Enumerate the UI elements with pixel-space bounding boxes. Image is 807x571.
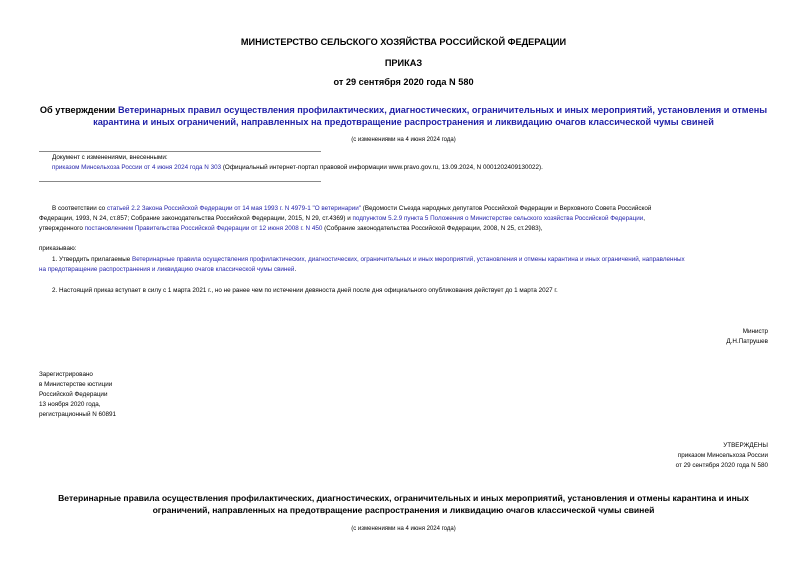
preamble-text-2: (Ведомости Съезда народных депутатов Российской Федерации и Верховного Совета Российской <box>361 205 652 212</box>
rules-title <box>0 492 807 516</box>
document-title <box>0 104 807 128</box>
title-link-line2[interactable]: карантина и иных ограничений, направленных на предотвращение распространения и ликвидацию очагов классической чумы свиней <box>93 117 714 127</box>
approved-block <box>676 441 768 471</box>
signature-position: Министр <box>742 328 768 335</box>
preamble-link-decree[interactable]: постановлением Правительства Российской Федерации от 12 июня 2008 г. N 450 <box>84 225 323 232</box>
amendments-source: (Официальный интернет-портал правовой информации www.pravo.gov.ru, 13.09.2024, N 0001202409130022). <box>221 164 543 171</box>
item-1 <box>39 255 771 275</box>
item-1-prefix: 1. Утвердить прилагаемые <box>52 256 132 263</box>
doc-date-heading: от 29 сентября 2020 года N 580 <box>333 77 474 87</box>
divider-bottom <box>39 181 321 182</box>
registration-line4: 13 ноября 2020 года, <box>39 401 101 408</box>
amendments-block <box>52 153 792 173</box>
doc-type-heading: ПРИКАЗ <box>384 58 423 68</box>
rules-title-line1: Ветеринарные правила осуществления профилактических, диагностических, ограничительных и иных мероприятий, установления и отмены карантина и иных <box>58 493 749 503</box>
amendments-link[interactable]: приказом Минсельхоза России от 4 июня 2024 года N 303 <box>52 164 222 171</box>
signature-name: Д.Н.Патрушев <box>726 338 768 345</box>
title-prefix: Об утверждении <box>39 105 118 115</box>
item-1-link-b[interactable]: на предотвращение распространения и ликвидацию очагов классической чумы свиней <box>39 266 295 273</box>
approved-line2: приказом Минсельхоза России <box>677 452 768 459</box>
item-1-end: . <box>294 266 297 273</box>
approved-line1: УТВЕРЖДЕНЫ <box>723 442 768 449</box>
registration-line2: в Министерстве юстиции <box>39 381 113 388</box>
ministry-heading: МИНИСТЕРСТВО СЕЛЬСКОГО ХОЗЯЙСТВА РОССИЙСКОЙ ФЕДЕРАЦИИ <box>240 37 567 47</box>
preamble-line3 <box>39 224 771 234</box>
rules-edition: (с изменениями на 4 июня 2024 года) <box>351 526 456 532</box>
item-1-line2 <box>39 265 771 275</box>
title-edition: (с изменениями на 4 июня 2024 года) <box>351 137 456 143</box>
order-word: приказываю: <box>39 245 77 252</box>
preamble-text-1: В соответствии со <box>52 205 107 212</box>
item-2: 2. Настоящий приказ вступает в силу с 1 марта 2021 г., но не ранее чем по истечении девяноста дней после дня официального опубликования действует до 1 марта 2027 г. <box>52 287 558 294</box>
registration-line1: Зарегистрировано <box>39 371 93 378</box>
signature-block <box>726 327 768 347</box>
registration-line3: Российской Федерации <box>39 391 108 398</box>
item-1-line1 <box>39 255 771 265</box>
amendments-ref <box>52 163 792 173</box>
amendments-label: Документ с изменениями, внесенными: <box>52 154 168 161</box>
preamble-link-law[interactable]: статьей 2.2 Закона Российской Федерации от 14 мая 1993 г. N 4979-1 "О ветеринарии" <box>106 205 361 212</box>
preamble-text-5: утвержденного <box>39 225 85 232</box>
preamble-line2 <box>39 214 771 224</box>
preamble-line1 <box>39 204 771 214</box>
registration-line5: регистрационный N 60891 <box>39 411 117 418</box>
preamble-text-3: Федерации, 1993, N 24, ст.857; Собрание законодательства Российской Федерации, 2015, N 29, ст.4369) и <box>39 215 353 222</box>
preamble <box>39 204 771 234</box>
preamble-text-4: , <box>643 215 645 222</box>
rules-title-line2: ограничений, направленных на предотвращение распространения и ликвидацию очагов классической чумы свиней <box>152 505 655 515</box>
item-1-link-a[interactable]: Ветеринарные правила осуществления профилактических, диагностических, ограничительных и иных мероприятий, установления и отмены карантина и иных ограничений, направленных <box>132 256 685 263</box>
preamble-link-regulation[interactable]: подпунктом 5.2.9 пункта 5 Положения о Министерстве сельского хозяйства Российской Федерации <box>352 215 644 222</box>
preamble-text-6: (Собрание законодательства Российской Федерации, 2008, N 25, ст.2983), <box>322 225 543 232</box>
title-link-line1[interactable]: Ветеринарных правил осуществления профилактических, диагностических, ограничительных и иных мероприятий, установления и отмены <box>117 105 768 115</box>
divider-top <box>39 151 321 152</box>
registration-block <box>39 370 116 420</box>
approved-line3: от 29 сентября 2020 года N 580 <box>675 462 768 469</box>
